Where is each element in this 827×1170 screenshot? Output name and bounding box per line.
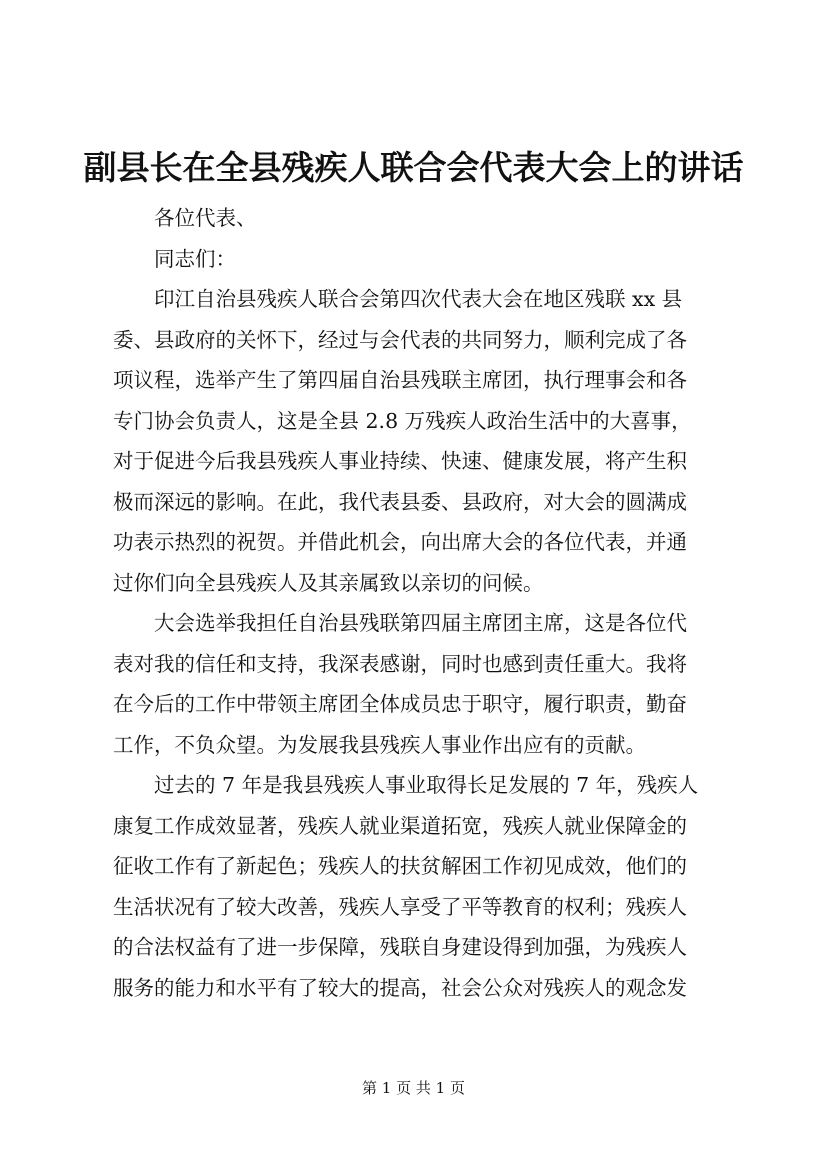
body-line: 的合法权益有了进一步保障，残联自身建设得到加强，为残疾人 xyxy=(113,935,687,959)
body-line: 过你们向全县残疾人及其亲属致以亲切的问候。 xyxy=(113,570,544,595)
body-line: 各位代表、 xyxy=(154,206,257,230)
body-line: 极而深远的影响。在此，我代表县委、县政府，对大会的圆满成 xyxy=(113,489,687,514)
body-line: 表对我的信任和支持，我深表感谢，同时也感到责任重大。我将 xyxy=(113,651,687,676)
body-line: 功表示热烈的祝贺。并借此机会，向出席大会的各位代表，并通 xyxy=(113,530,687,554)
body-line: 专门协会负责人，这是全县 2.8 万残疾人政治生活中的大喜事， xyxy=(113,408,692,433)
body-line: 对于促进今后我县残疾人事业持续、快速、健康发展，将产生积 xyxy=(113,449,687,473)
body-line: 在今后的工作中带领主席团全体成员忠于职守，履行职责，勤奋 xyxy=(113,692,687,716)
body-line: 工作，不负众望。为发展我县残疾人事业作出应有的贡献。 xyxy=(113,732,646,757)
body-line: 生活状况有了较大改善，残疾人享受了平等教育的权利；残疾人 xyxy=(113,894,687,919)
document-title: 副县长在全县残疾人联合会代表大会上的讲话 xyxy=(83,148,744,187)
body-line: 康复工作成效显著，残疾人就业渠道拓宽，残疾人就业保障金的 xyxy=(113,813,687,838)
body-line: 同志们： xyxy=(154,246,236,271)
body-line: 过去的 7 年是我县残疾人事业取得长足发展的 7 年，残疾人 xyxy=(154,773,699,797)
body-line: 大会选举我担任自治县残联第四届主席团主席，这是各位代 xyxy=(154,611,687,635)
page-footer: 第 1 页 共 1 页 xyxy=(362,1079,465,1097)
body-line: 项议程，选举产生了第四届自治县残联主席团，执行理事会和各 xyxy=(113,368,687,392)
body-line: 服务的能力和水平有了较大的提高，社会公众对残疾人的观念发 xyxy=(113,975,687,1000)
body-line: 征收工作有了新起色；残疾人的扶贫解困工作初见成效，他们的 xyxy=(113,854,687,878)
body-line: 委、县政府的关怀下，经过与会代表的共同努力，顺利完成了各 xyxy=(113,327,687,352)
body-line: 印江自治县残疾人联合会第四次代表大会在地区残联 xx 县 xyxy=(154,287,683,311)
document-body xyxy=(113,198,738,1008)
